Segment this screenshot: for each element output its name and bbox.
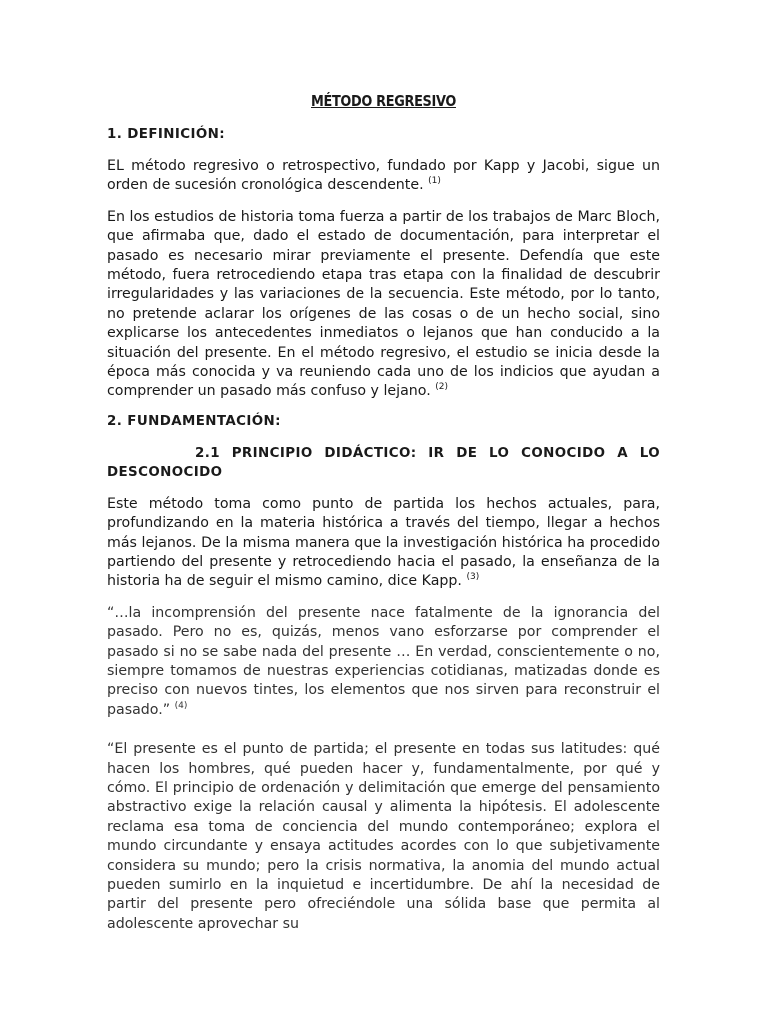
paragraph-text: En los estudios de historia toma fuerza a partir de los trabajos de Marc Bloch, que afirmaba que, dado el estado de documentación, para interpretar el pasado es necesario mirar previamente el presente. Defendía que este método, fuera retrocediendo etapa tras etapa con la finalidad de descubrir irregularidades y las variaciones de la secuencia. Este método, por lo tanto, no pretende aclarar los orígenes de las cosas o de un hecho social, sino explicarse los antecedentes inmediatos o lejanos que han conducido a la situación del presente. En el método regresivo, el estudio se inicia desde la época más conocida y va reuniendo cada uno de los indicios que ayudan a comprender un pasado más confuso y lejano. xyxy=(107,208,660,400)
quote-bloch xyxy=(107,604,660,720)
paragraph-text: EL método regresivo o retrospectivo, fundado por Kapp y Jacobi, sigue un orden de sucesión cronológica descendente. xyxy=(107,158,660,194)
quote-text: “El presente es el punto de partida; el presente en todas sus latitudes: qué hacen los hombres, qué pueden hacer y, fundamentalmente, por qué y cómo. El principio de ordenación y delimitación que emerge del pensamiento abstractivo exige la relación causal y alimenta la hipótesis. El adolescente reclama esa toma de conciencia del mundo contemporáneo; explora el mundo circundante y ensaya actitudes acordes con lo que subjetivamente considera su mundo; pero la crisis normativa, la anomia del mundo actual pueden sumirlo en la inquietud e incertidumbre. De ahí la necesidad de partir del presente pero ofreciéndole una sólida base que permita al adolescente aprovechar su xyxy=(107,741,660,932)
section-heading-fundamentacion: 2. FUNDAMENTACIÓN: xyxy=(107,413,281,429)
quote-presente xyxy=(107,740,660,934)
page-title: MÉTODO REGRESIVO xyxy=(311,92,456,110)
footnote-ref-3: (3) xyxy=(466,572,480,583)
quote-text: “…la incomprensión del presente nace fatalmente de la ignorancia del pasado. Pero no es, quizás, menos vano esforzarse por comprender el pasado si no se sabe nada del presente … En verdad, conscientemente o no, siempre tomamos de nuestras experiencias cotidianas, matizadas donde es preciso con nuevos tintes, los elementos que nos sirven para reconstruir el pasado.” xyxy=(107,604,660,718)
section-heading-definicion: 1. DEFINICIÓN: xyxy=(107,127,226,142)
footnote-ref-1: (1) xyxy=(428,176,441,187)
paragraph-bloch xyxy=(107,208,660,402)
subsection-heading-principio: 2.1 PRINCIPIO DIDÁCTICO: IR DE LO CONOCIDO A LO DESCONOCIDO xyxy=(107,445,660,481)
paragraph-text: Este método toma como punto de partida los hechos actuales, para, profundizando en la materia histórica a través del tiempo, llegar a hechos más lejanos. De la misma manera que la investigación histórica ha procedido partiendo del presente y retrocediendo hacia el pasado, la enseñanza de la historia ha de seguir el mismo camino, dice Kapp. xyxy=(107,495,660,590)
paragraph-kapp xyxy=(107,495,660,592)
footnote-ref-2: (2) xyxy=(435,382,448,393)
footnote-ref-4: (4) xyxy=(174,700,188,711)
paragraph-definition xyxy=(107,157,660,196)
